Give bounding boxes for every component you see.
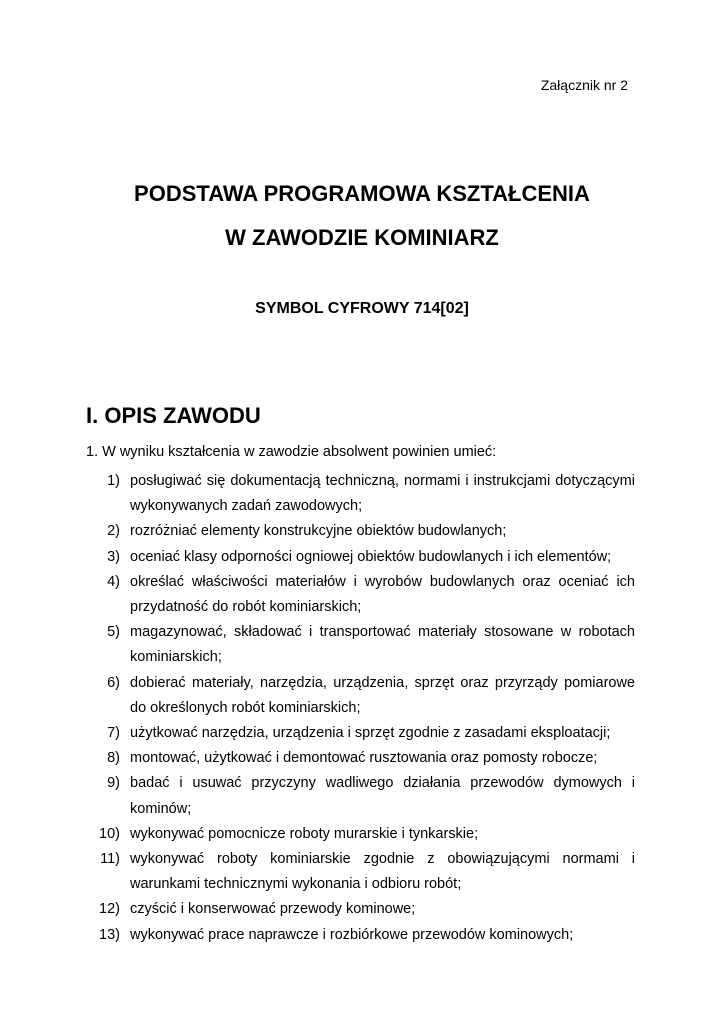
document-title-line-1: PODSTAWA PROGRAMOWA KSZTAŁCENIA: [134, 181, 590, 206]
list-item: [86, 570, 635, 620]
list-item: [86, 847, 635, 897]
list-item-number: 3): [107, 548, 120, 565]
list-item: [86, 620, 635, 670]
list-item-text: magazynować, składować i transportować materiały stosowane w robotach kominiarskich;: [130, 624, 635, 666]
list-item-number: 1): [107, 473, 120, 489]
list-item-number: 10): [99, 825, 120, 842]
list-item: [86, 671, 635, 721]
list-item-text: użytkować narzędzia, urządzenia i sprzęt zgodnie z zasadami eksploatacji;: [130, 725, 611, 742]
list-item-text: wykonywać roboty kominiarskie zgodnie z obowiązującymi normami i warunkami technicznymi wykonania i odbioru robót;: [130, 851, 635, 893]
list-item: [86, 771, 635, 821]
list-item: [86, 469, 635, 519]
section-heading: I. OPIS ZAWODU: [86, 403, 261, 428]
list-item: [86, 519, 635, 544]
occupation-symbol: SYMBOL CYFROWY 714[02]: [255, 300, 469, 317]
document-title-line-2: W ZAWODZIE KOMINIARZ: [225, 225, 499, 250]
list-item-text: rozróżniać elementy konstrukcyjne obiektów budowlanych;: [130, 523, 507, 540]
list-item-text: posługiwać się dokumentacją techniczną, normami i instrukcjami dotyczącymi wykonywanych zadań zawodowych;: [130, 473, 635, 515]
list-item-number: 4): [107, 573, 120, 590]
list-item-text: wykonywać prace naprawcze i rozbiórkowe przewodów kominowych;: [130, 926, 574, 943]
list-item: [86, 545, 635, 570]
list-item-number: 11): [100, 851, 120, 868]
list-item-text: czyścić i konserwować przewody kominowe;: [130, 901, 416, 918]
list-item-text: określać właściwości materiałów i wyrobów budowlanych oraz oceniać ich przydatność do robót kominiarskich;: [130, 573, 635, 616]
list-item: [86, 721, 635, 746]
list-item-text: badać i usuwać przyczyny wadliwego działania przewodów dymowych i kominów;: [130, 775, 635, 817]
list-item-number: 6): [107, 674, 120, 691]
list-item-number: 7): [107, 725, 120, 742]
list-item-number: 8): [107, 750, 120, 767]
list-item: [86, 746, 635, 771]
list-item-number: 2): [107, 523, 120, 540]
list-item-text: montować, użytkować i demontować rusztowania oraz pomosty robocze;: [130, 750, 598, 767]
intro-paragraph: 1. W wyniku kształcenia w zawodzie absolwent powinien umieć:: [86, 444, 497, 460]
list-item: [86, 897, 635, 922]
list-item-text: dobierać materiały, narzędzia, urządzenia, sprzęt oraz przyrządy pomiarowe do określonych robót kominiarskich;: [130, 674, 635, 716]
skills-list: [86, 469, 635, 948]
list-item: [86, 822, 635, 847]
list-item-number: 13): [99, 926, 120, 943]
list-item-number: 9): [107, 775, 120, 792]
list-item: [86, 923, 635, 948]
list-item-number: 5): [107, 624, 120, 641]
list-item-text: wykonywać pomocnicze roboty murarskie i tynkarskie;: [130, 825, 479, 842]
attachment-label: Załącznik nr 2: [540, 77, 628, 93]
list-item-number: 12): [99, 901, 120, 918]
list-item-text: oceniać klasy odporności ogniowej obiektów budowlanych i ich elementów;: [130, 548, 612, 565]
